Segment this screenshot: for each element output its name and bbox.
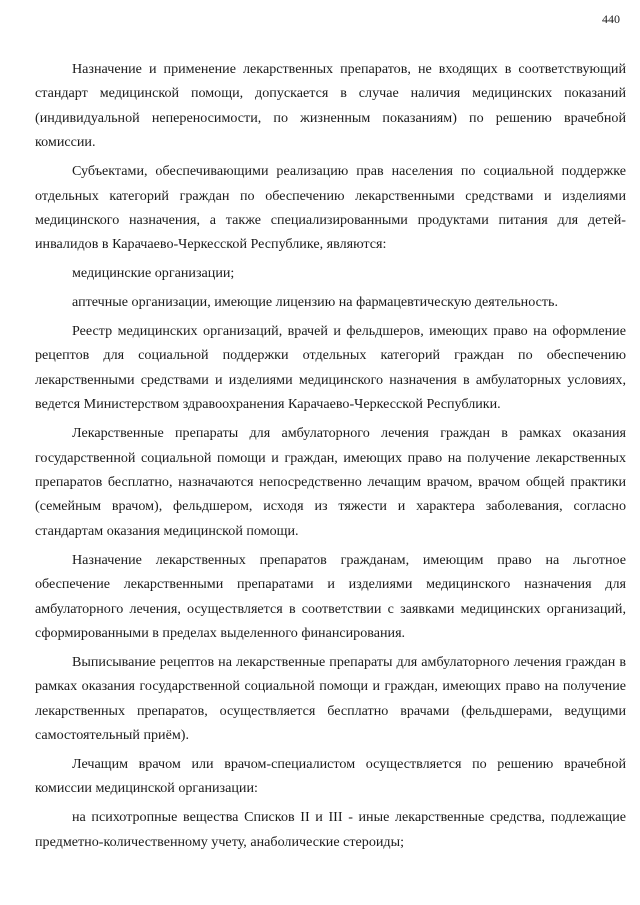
paragraph-medical-organizations: медицинские организации; <box>72 265 235 282</box>
paragraph-prescription-writing: Выписывание рецептов на лекарственные препараты для амбулаторного лечения граждан в рамках оказания государственной социальной помощи и граждан, имеющих право на получение лекарственных препаратов, осуществляется бесплатно врачами (фельдшерами, ведущими самостоятельный приём). <box>35 653 626 744</box>
paragraph-registry: Реестр медицинских организаций, врачей и фельдшеров, имеющих право на оформление рецептов для социальной поддержки отдельных категорий граждан по обеспечению лекарственными средствами и изделиями медицинского назначения в амбулаторных условиях, ведется Министерством здравоохранения Карачаево-Черкесской Республики. <box>35 323 626 413</box>
paragraph-psychotropic: на психотропные вещества Списков II и III - иные лекарственные средства, подлежащие предметно-количественному учету, анаболические стероиды; <box>35 809 626 850</box>
paragraph-prescription-commission: Назначение и применение лекарственных препаратов, не входящих в соответствующий стандарт медицинской помощи, допускается в случае наличия медицинских показаний (индивидуальной непереносимости, по жизненным показаниям) по решению врачебной комиссии. <box>35 61 626 151</box>
document-body <box>35 57 626 859</box>
paragraph-subjects: Субъектами, обеспечивающими реализацию прав населения по социальной поддержке отдельных категорий граждан по обеспечению лекарственными средствами и изделиями медицинского назначения, а также специализированными продуктами питания для детей-инвалидов в Карачаево-Черкесской Республике, являются: <box>35 163 626 253</box>
paragraph-preferential-provision: Назначение лекарственных препаратов гражданам, имеющим право на льготное обеспечение лекарственными препаратами и изделиями медицинского назначения для амбулаторного лечения, осуществляется в соответствии с заявками медицинских организаций, сформированными в пределах выделенного финансирования. <box>35 551 626 641</box>
paragraph-attending-physician: Лечащим врачом или врачом-специалистом осуществляется по решению врачебной комиссии медицинской организации: <box>35 755 626 797</box>
paragraph-outpatient-drugs: Лекарственные препараты для амбулаторного лечения граждан в рамках оказания государственной социальной помощи и граждан, имеющих право на получение лекарственных препаратов бесплатно, назначаются непосредственно лечащим врачом, врачом общей практики (семейным врачом), фельдшером, исходя из тяжести и характера заболевания, согласно стандартам оказания медицинской помощи. <box>35 425 626 539</box>
page-number: 440 <box>602 12 620 26</box>
paragraph-pharmacy-organizations: аптечные организации, имеющие лицензию на фармацевтическую деятельность. <box>72 294 558 311</box>
